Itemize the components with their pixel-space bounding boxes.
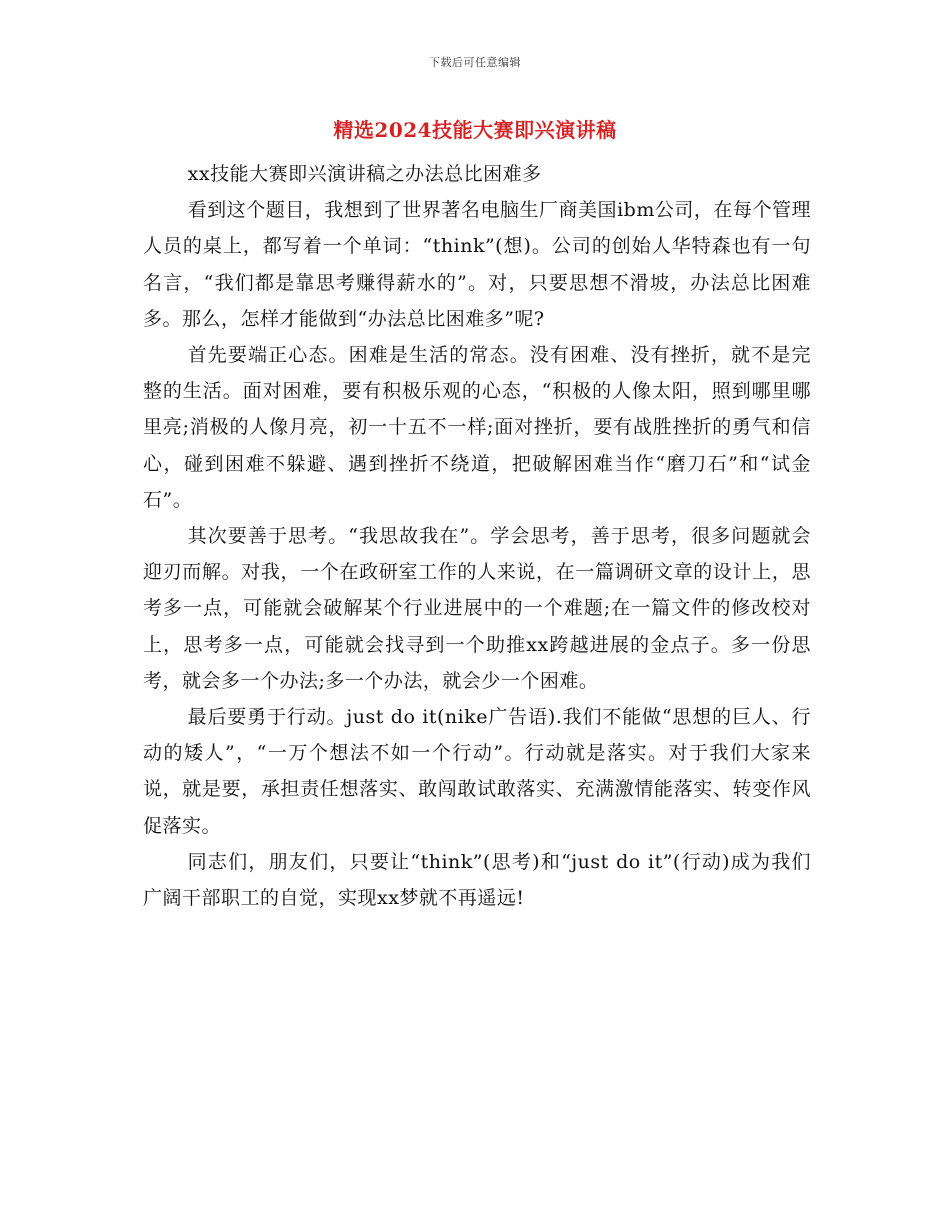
page-header-note: 下载后可任意编辑 bbox=[429, 56, 521, 69]
paragraph-thinking: 其次要善于思考。“我思故我在”。学会思考，善于思考，很多问题就会迎刃而解。对我，一个在政研室工作的人来说，在一篇调研文章的设计上，思考多一点，可能就会破解某个行业进展中的一个难题;在一篇文件的修改校对上，思考多一点，可能就会找寻到一个助推xx跨越进展的金点子。多一份思考，就会多一个办法;多一个办法，就会少一个困难。 bbox=[143, 525, 811, 692]
paragraph-conclusion: 同志们，朋友们，只要让“think”(思考)和“just do it”(行动)成为我们广阔干部职工的自觉，实现xx梦就不再遥远! bbox=[143, 850, 811, 910]
speech-subtitle: xx技能大赛即兴演讲稿之办法总比困难多 bbox=[187, 163, 542, 185]
document-body bbox=[143, 156, 811, 916]
document-title: 精选2024技能大赛即兴演讲稿 bbox=[333, 118, 617, 142]
paragraph-action: 最后要勇于行动。just do it(nike广告语).我们不能做“思想的巨人、行动的矮人”，“一万个想法不如一个行动”。行动就是落实。对于我们大家来说，就是要，承担责任想落实、敢闯敢试敢落实、充满激情能落实、转变作风促落实。 bbox=[143, 706, 811, 837]
paragraph-attitude: 首先要端正心态。困难是生活的常态。没有困难、没有挫折，就不是完整的生活。面对困难，要有积极乐观的心态，“积极的人像太阳，照到哪里哪里亮;消极的人像月亮，初一十五不一样;面对挫折，要有战胜挫折的勇气和信心，碰到困难不躲避、遇到挫折不绕道，把破解困难当作“磨刀石”和“试金石”。 bbox=[143, 344, 811, 511]
paragraph-intro: 看到这个题目，我想到了世界著名电脑生厂商美国ibm公司，在每个管理人员的桌上，都写着一个单词：“think”(想)。公司的创始人华特森也有一句名言，“我们都是靠思考赚得薪水的”。对，只要思想不滑坡，办法总比困难多。那么，怎样才能做到“办法总比困难多”呢? bbox=[143, 199, 811, 330]
